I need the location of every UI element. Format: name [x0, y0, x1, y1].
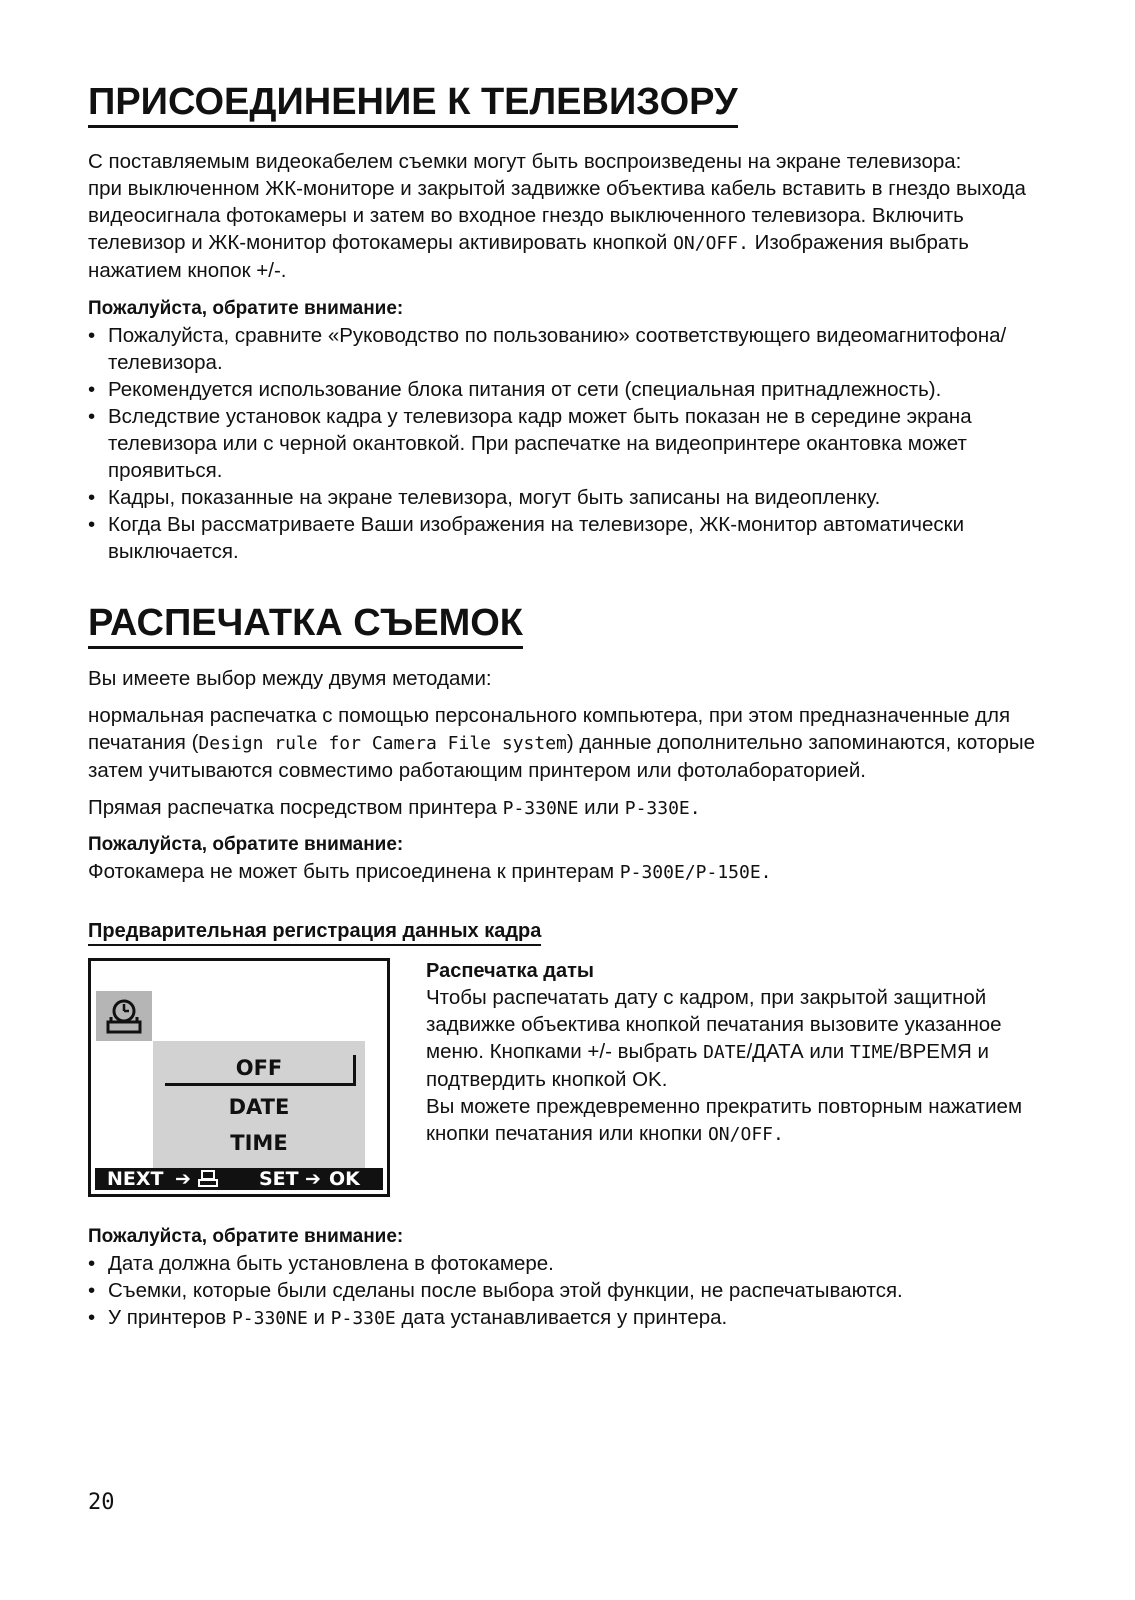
section-title-print: РАСПЕЧАТКА СЪЕМОК	[88, 601, 523, 649]
date-print-block	[88, 958, 1058, 1204]
list-item: • У принтеров P-330NE и P-330E дата устанавливается у принтера.	[88, 1304, 1058, 1332]
page-number: 20	[88, 1490, 115, 1515]
lcd-screen	[88, 958, 390, 1197]
list-item: • Вследствие установок кадра у телевизора кадр может быть показан не в середине экрана телевизора или с черной окантовкой. При распечатке на видеопринтере окантовка может проявиться.	[88, 403, 1058, 484]
section-title-tv: ПРИСОЕДИНЕНИЕ К ТЕЛЕВИЗОРУ	[88, 80, 738, 128]
list-item: • Когда Вы рассматриваете Ваши изображения на телевизоре, ЖК-монитор автоматически выключается.	[88, 511, 1058, 565]
tv-note-list	[88, 322, 1058, 565]
next-label: NEXT	[107, 1168, 164, 1190]
arrow-right-icon: ➔	[175, 1168, 191, 1190]
date-note-list	[88, 1250, 1058, 1332]
menu-option-date[interactable]: DATE	[228, 1095, 290, 1119]
tv-note-heading: Пожалуйста, обратите внимание:	[88, 298, 404, 319]
lcd-menu	[153, 1041, 365, 1171]
list-item: • Пожалуйста, сравните «Руководство по пользованию» соответствующего видеомагнитофона/телевизора.	[88, 322, 1058, 376]
print-button-icon	[198, 1170, 218, 1193]
print-intro: Вы имеете выбор между двумя методами:	[88, 667, 492, 690]
menu-option-off[interactable]: OFF	[165, 1055, 356, 1086]
print-method1: нормальная распечатка с помощью персонального компьютера, при этом предназначенные для печатания (Design rule for Camera File system) данные дополнительно запоминаются, которые затем учитываются совместимо работающим принтером или фотолабораторией.	[88, 704, 1035, 782]
ok-label: OK	[329, 1168, 360, 1190]
menu-option-time[interactable]: TIME	[230, 1131, 288, 1155]
lcd-status-bar	[95, 1168, 383, 1190]
print-date-icon	[96, 991, 152, 1041]
list-item: • Рекомендуется использование блока питания от сети (специальная притнадлежность).	[88, 376, 1058, 403]
date-print-heading: Распечатка даты	[426, 960, 594, 982]
document-page	[88, 80, 1058, 1332]
print-note: Фотокамера не может быть присоединена к принтерам P-300E/P-150E.	[88, 860, 772, 883]
date-print-instructions: Чтобы распечатать дату с кадром, при закрытой защитной задвижке объектива кнопкой печатания вызовите указанное меню. Кнопками +/- выбрать DATE/ДАТА или TIME/ВРЕМЯ и подтвердить кнопкой OK.	[426, 986, 1002, 1091]
list-item: • Съемки, которые были сделаны после выбора этой функции, не распечатываются.	[88, 1277, 1058, 1304]
date-note-heading: Пожалуйста, обратите внимание:	[88, 1226, 404, 1247]
list-item: • Кадры, показанные на экране телевизора, могут быть записаны на видеопленку.	[88, 484, 1058, 511]
date-print-text	[426, 958, 1026, 1148]
list-item: • Дата должна быть установлена в фотокамере.	[88, 1250, 1058, 1277]
tv-intro-line1: С поставляемым видеокабелем съемки могут быть воспроизведены на экране телевизора:	[88, 150, 962, 173]
subsection-title: Предварительная регистрация данных кадра	[88, 918, 541, 946]
print-note-heading: Пожалуйста, обратите внимание:	[88, 834, 404, 855]
tv-intro-line2: при выключенном ЖК-мониторе и закрытой задвижке объектива кабель вставить в гнездо выхода видеосигнала фотокамеры и затем во входное гнездо выключенного телевизора. Включить телевизор и ЖК-монитор фотокамеры активировать кнопкой ON/OFF. Изображения выбрать нажатием кнопок +/-.	[88, 177, 1026, 282]
arrow-right-icon: ➔	[305, 1168, 321, 1190]
date-print-cancel: Вы можете преждевременно прекратить повторным нажатием кнопки печатания или кнопки ON/OFF.	[426, 1095, 1023, 1145]
set-label: SET	[259, 1168, 299, 1190]
tv-intro	[88, 148, 1058, 284]
print-method2: Прямая распечатка посредством принтера P-330NE или P-330E.	[88, 796, 701, 819]
